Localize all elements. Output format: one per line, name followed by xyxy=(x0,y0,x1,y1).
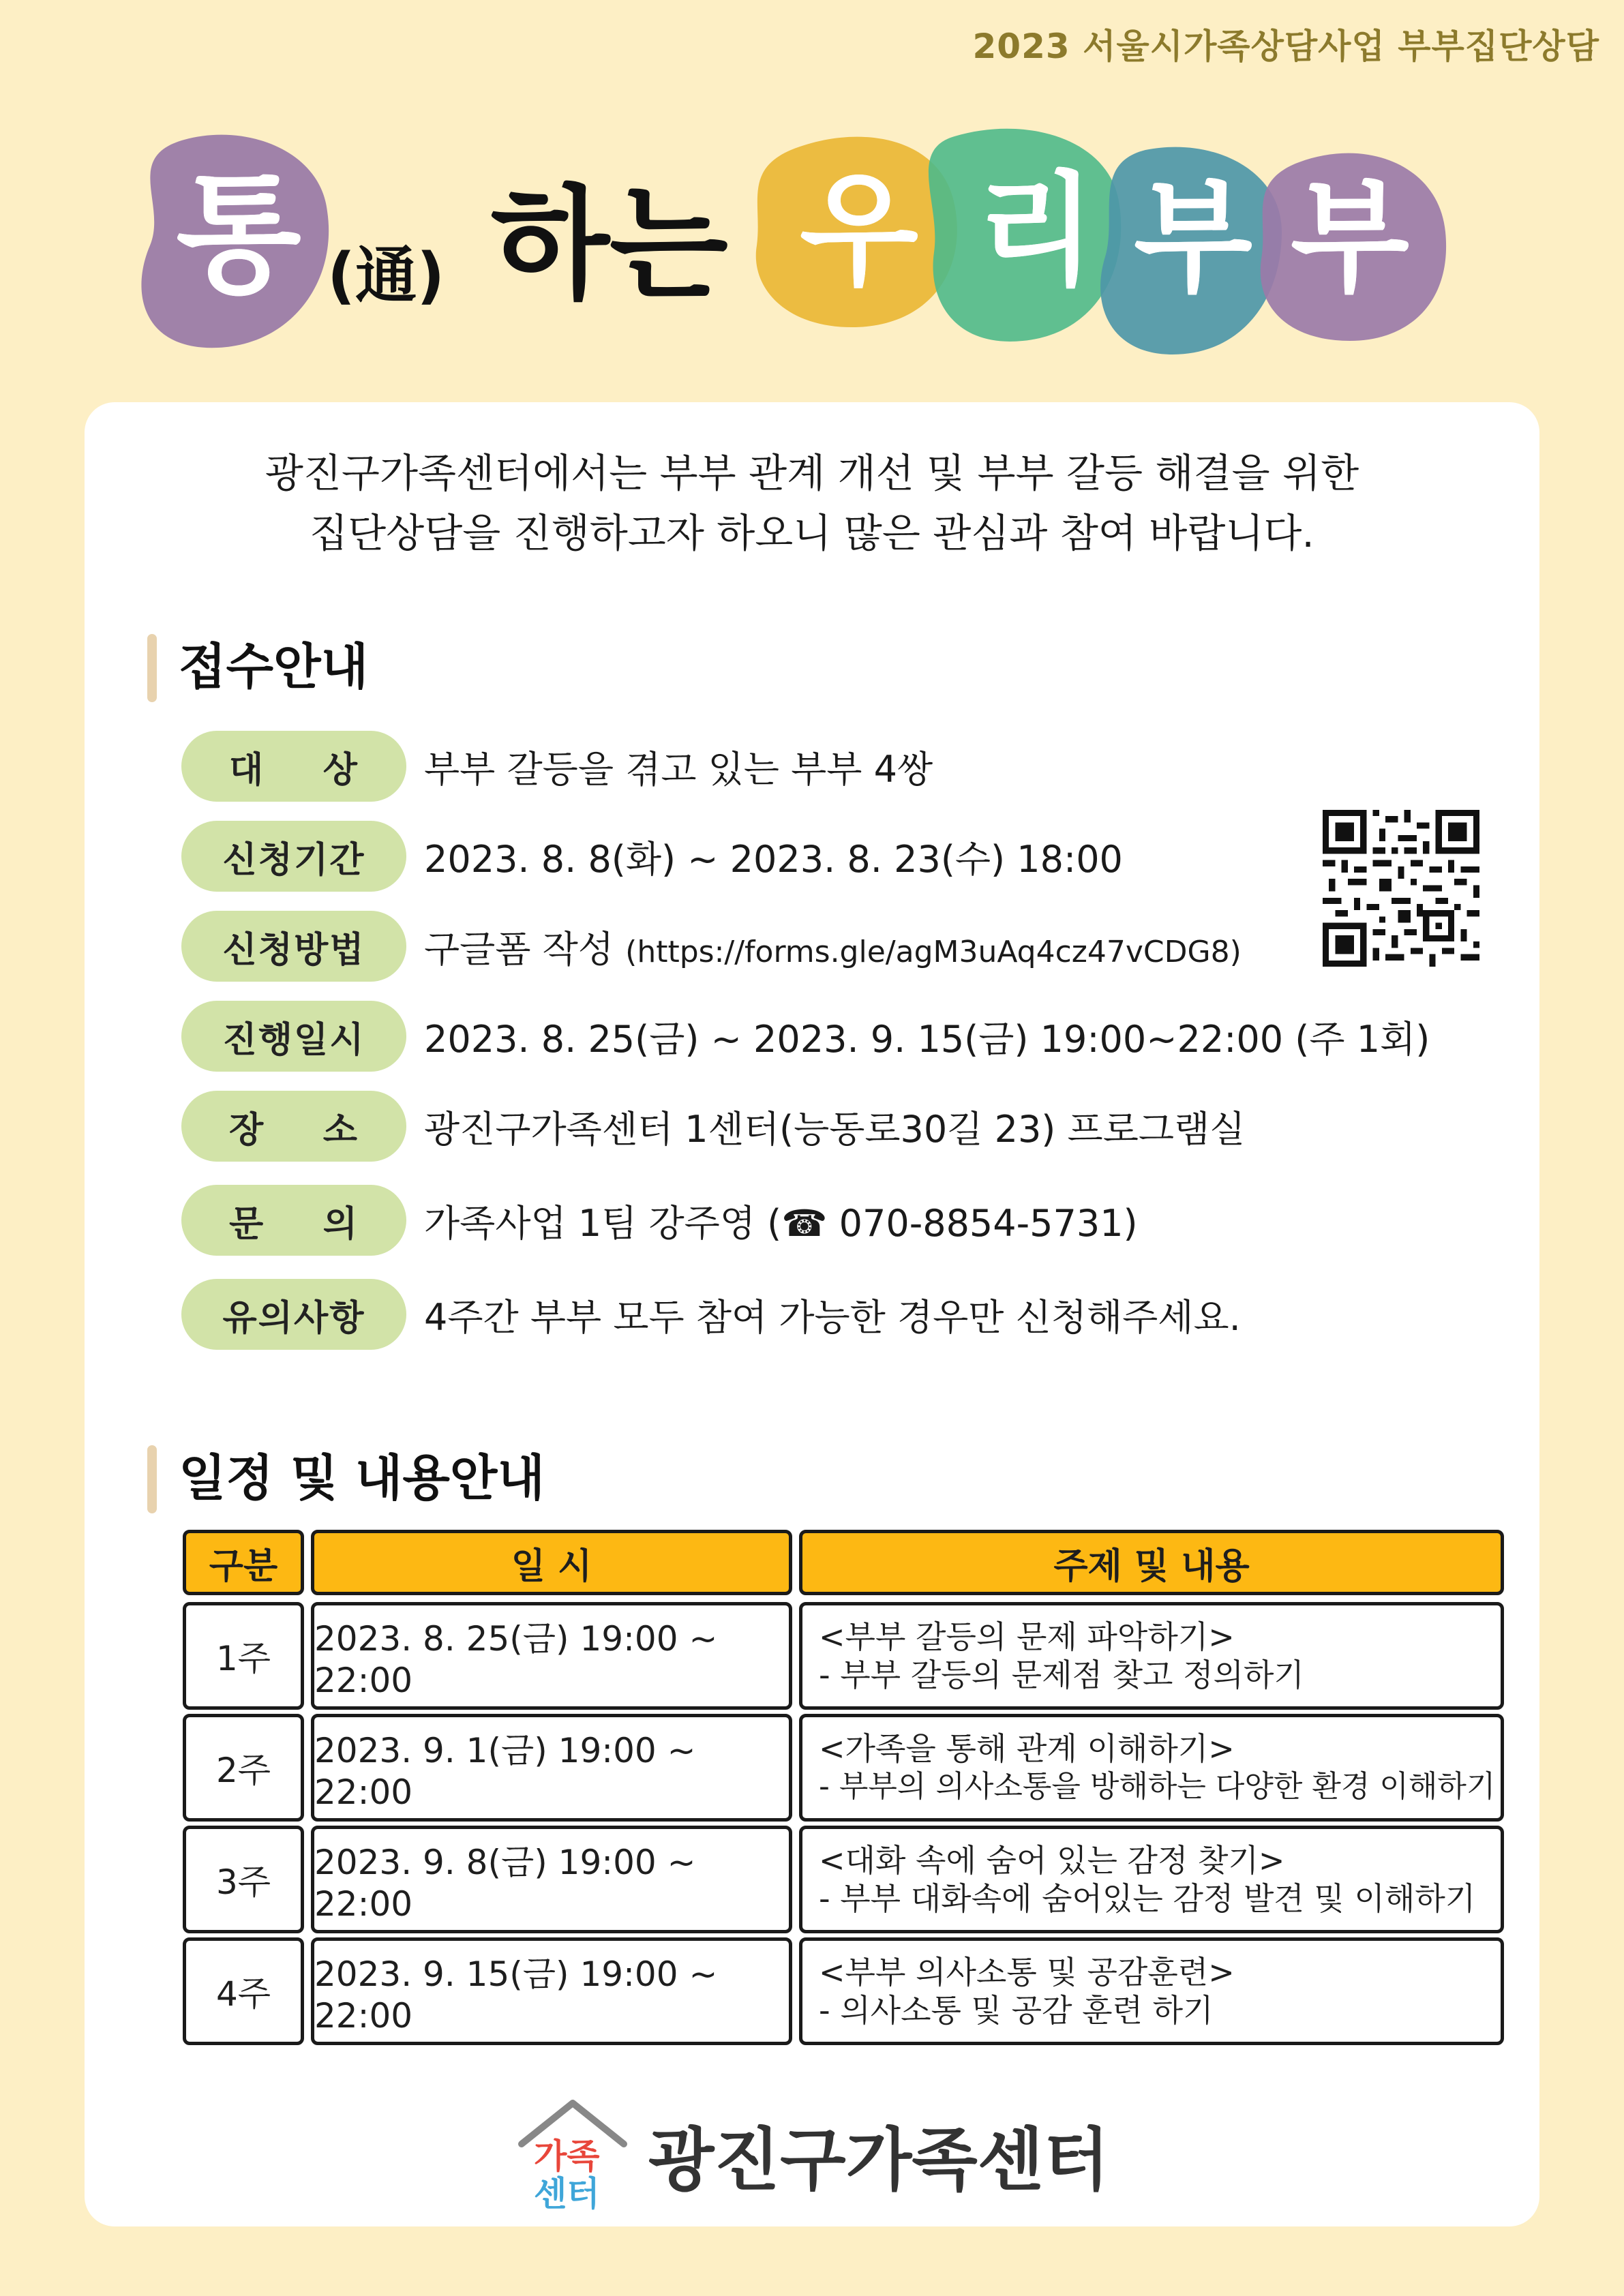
heading-accent-bar xyxy=(147,634,157,702)
info-label-method: 신청방법 xyxy=(181,911,406,982)
title-char-4: 부 xyxy=(1291,167,1409,309)
heading-accent-bar xyxy=(147,1445,157,1513)
table-cell-content xyxy=(799,1826,1504,1933)
table-cell-week: 2주 xyxy=(183,1714,304,1822)
session-topic: <부부 의사소통 및 공감훈련> xyxy=(819,1954,1235,1991)
session-topic: <가족을 통해 관계 이해하기> xyxy=(819,1730,1235,1767)
family-center-logo xyxy=(515,2096,631,2212)
title-char-1: 우 xyxy=(800,160,918,303)
table-cell-week: 1주 xyxy=(183,1602,304,1710)
form-link[interactable]: (https://forms.gle/agM3uAq4cz47vCDG8) xyxy=(625,934,1242,969)
qr-code[interactable] xyxy=(1323,810,1479,967)
org-name: 광진구가족센터 xyxy=(648,2120,1110,2200)
table-cell-content xyxy=(799,1602,1504,1710)
info-label-period: 신청기간 xyxy=(181,821,406,892)
info-label-inquiry: 문 의 xyxy=(181,1185,406,1256)
info-label-place: 장 소 xyxy=(181,1091,406,1162)
info-row-place xyxy=(181,1089,1245,1163)
table-cell-week: 4주 xyxy=(183,1937,304,2045)
info-row-inquiry xyxy=(181,1183,1138,1257)
title-hanja: (通) xyxy=(327,240,445,312)
program-label: 2023 서울시가족상담사업 부부집단상담 xyxy=(972,27,1599,66)
info-value-method: 구글폼 작성 (https://forms.gle/agM3uAq4cz47vCDG8) xyxy=(424,927,1242,971)
table-cell-content xyxy=(799,1714,1504,1822)
info-value-period: 2023. 8. 8(화) ~ 2023. 8. 23(수) 18:00 xyxy=(424,837,1123,881)
session-detail: - 의사소통 및 공감 훈련 하기 xyxy=(819,1992,1214,2029)
info-value-place: 광진구가족센터 1센터(능동로30길 23) 프로그램실 xyxy=(424,1107,1246,1151)
table-cell-date: 2023. 9. 8(금) 19:00 ~ 22:00 xyxy=(311,1826,792,1933)
schedule-heading: 일정 및 내용안내 xyxy=(147,1438,545,1509)
info-row-target xyxy=(181,729,933,803)
info-value-notes: 4주간 부부 모두 참여 가능한 경우만 신청해주세요. xyxy=(424,1295,1241,1339)
svg-text:센터: 센터 xyxy=(533,2174,600,2212)
info-row-period xyxy=(181,819,1123,893)
title-char-3: 부 xyxy=(1134,167,1252,309)
info-row-notes xyxy=(181,1278,1241,1351)
info-row-method xyxy=(181,909,1242,983)
table-cell-week: 3주 xyxy=(183,1826,304,1933)
title-haneun: 하는 xyxy=(491,174,728,316)
table-cell-date: 2023. 9. 15(금) 19:00 ~ 22:00 xyxy=(311,1937,792,2045)
session-detail: - 부부의 의사소통을 방해하는 다양한 환경 이해하기 xyxy=(819,1769,1496,1804)
poster-title xyxy=(0,109,1624,382)
info-value-target: 부부 갈등을 겪고 있는 부부 4쌍 xyxy=(424,747,933,791)
info-value-inquiry: 가족사업 1팀 강주영 (☎ 070-8854-5731) xyxy=(424,1201,1138,1245)
info-row-schedule xyxy=(181,999,1430,1073)
table-header-week: 구분 xyxy=(183,1530,304,1595)
title-char-tong: 통 xyxy=(176,160,301,310)
intro-line-2: 집단상담을 진행하고자 하오니 많은 관심과 참여 바랍니다. xyxy=(310,510,1314,556)
title-char-2: 리 xyxy=(977,160,1096,303)
intro-text xyxy=(85,443,1539,563)
info-label-schedule: 진행일시 xyxy=(181,1001,406,1072)
info-label-notes: 유의사항 xyxy=(181,1279,406,1350)
svg-text:가족: 가족 xyxy=(533,2136,600,2176)
table-cell-date: 2023. 9. 1(금) 19:00 ~ 22:00 xyxy=(311,1714,792,1822)
session-detail: - 부부 대화속에 숨어있는 감정 발견 및 이해하기 xyxy=(819,1880,1476,1917)
table-header-date: 일 시 xyxy=(311,1530,792,1595)
session-topic: <대화 속에 숨어 있는 감정 찾기> xyxy=(819,1842,1285,1879)
table-cell-content xyxy=(799,1937,1504,2045)
footer xyxy=(0,2096,1624,2212)
intro-line-1: 광진구가족센터에서는 부부 관계 개선 및 부부 갈등 해결을 위한 xyxy=(265,450,1359,496)
reception-heading: 접수안내 xyxy=(147,627,368,698)
table-header-content: 주제 및 내용 xyxy=(799,1530,1504,1595)
session-detail: - 부부 갈등의 문제점 찾고 정의하기 xyxy=(819,1657,1304,1693)
info-label-target: 대 상 xyxy=(181,731,406,802)
info-value-schedule: 2023. 8. 25(금) ~ 2023. 9. 15(금) 19:00~22:00 (주 1회) xyxy=(424,1017,1430,1061)
session-topic: <부부 갈등의 문제 파악하기> xyxy=(819,1618,1235,1655)
table-cell-date: 2023. 8. 25(금) 19:00 ~ 22:00 xyxy=(311,1602,792,1710)
